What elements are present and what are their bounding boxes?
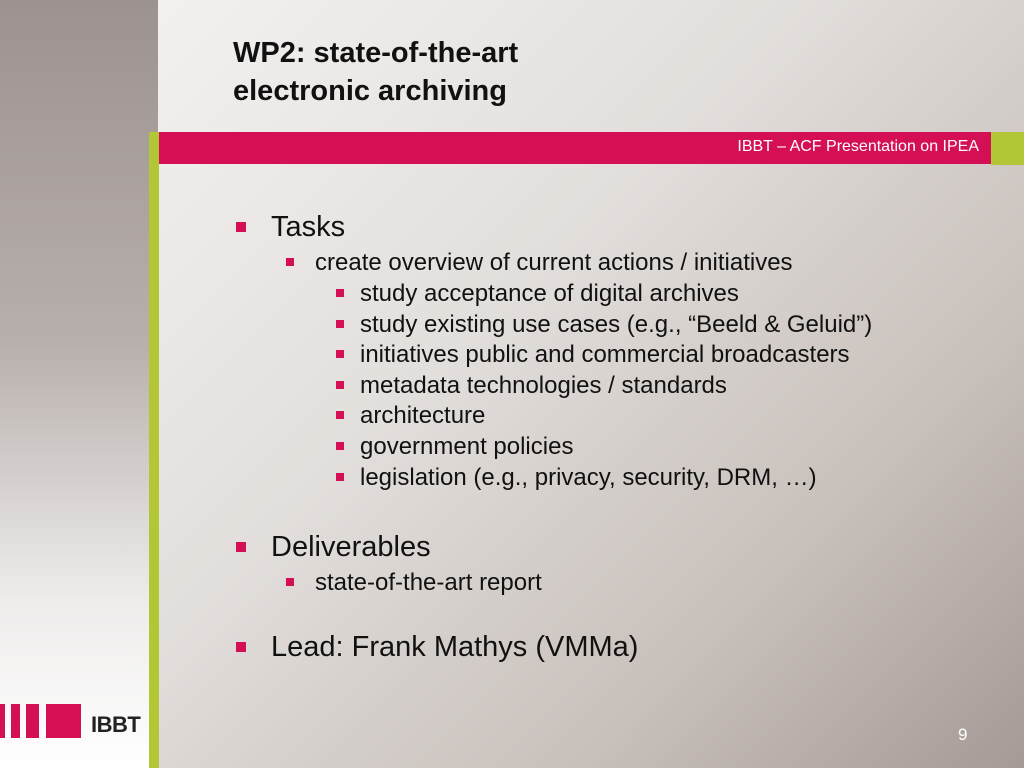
list-item: architecture — [360, 402, 485, 430]
bullet-square-icon — [336, 381, 344, 389]
bullet-square-icon — [336, 320, 344, 328]
bullet-square-icon — [236, 542, 246, 552]
list-item: study acceptance of digital archives — [360, 280, 739, 308]
bullet-tasks-sub-label: create overview of current actions / initiatives — [315, 249, 793, 276]
list-item: study existing use cases (e.g., “Beeld & Geluid”) — [360, 311, 872, 339]
bullet-deliverables-sub — [315, 569, 542, 597]
list-item: initiatives public and commercial broadcasters — [360, 341, 850, 369]
slide-title-line-1: WP2: state-of-the-art — [233, 37, 519, 69]
bullet-deliverables — [271, 531, 431, 564]
bullet-tasks-sub — [315, 249, 793, 277]
bullet-square-icon — [336, 442, 344, 450]
bullet-square-icon — [236, 222, 246, 232]
bullet-square-icon — [286, 258, 294, 266]
bullet-lead-label: Lead: Frank Mathys (VMMa) — [271, 631, 639, 663]
bullet-deliverables-sub-label: state-of-the-art report — [315, 569, 542, 596]
bullet-square-icon — [336, 473, 344, 481]
header-tagline: IBBT – ACF Presentation on IPEA — [737, 138, 979, 155]
bullet-deliverables-label: Deliverables — [271, 531, 431, 563]
bullet-tasks-label: Tasks — [271, 211, 346, 243]
bullet-square-icon — [336, 411, 344, 419]
list-item: government policies — [360, 433, 573, 461]
bullet-square-icon — [336, 289, 344, 297]
list-item: metadata technologies / standards — [360, 372, 727, 400]
page-number: 9 — [958, 725, 968, 744]
bullet-tasks — [271, 211, 345, 244]
list-item: legislation (e.g., privacy, security, DRM, …) — [360, 464, 817, 492]
ibbt-logo-text: IBBT — [91, 712, 141, 737]
slide-title-line-2: electronic archiving — [233, 75, 507, 107]
bullet-square-icon — [286, 578, 294, 586]
bullet-square-icon — [336, 350, 344, 358]
bullet-square-icon — [236, 642, 246, 652]
bullet-lead — [271, 631, 638, 664]
